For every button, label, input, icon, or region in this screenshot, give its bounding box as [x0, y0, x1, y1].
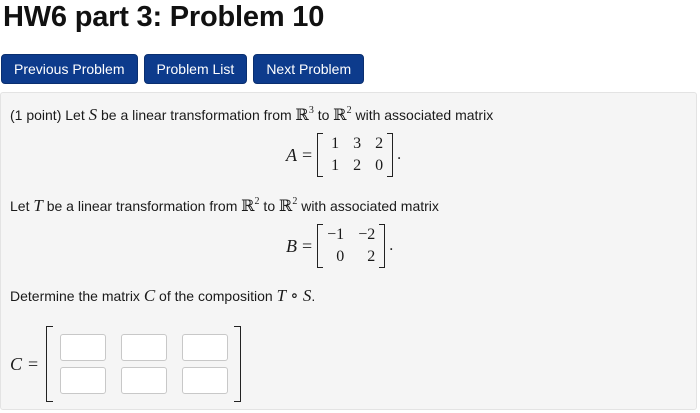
answer-matrix-c [10, 326, 241, 402]
problem-statement-line-2 [10, 196, 439, 216]
matrix-a [317, 133, 393, 177]
matrix-b-name: B [286, 235, 297, 256]
answer-input-grid [53, 334, 234, 394]
equals-sign: = [28, 353, 39, 374]
matrix-b-cell: 0 [336, 248, 345, 265]
text: with associated matrix [297, 198, 439, 214]
period: . [389, 237, 394, 254]
variable-t: T [276, 286, 287, 305]
matrix-a-cell: 1 [331, 135, 340, 152]
period: . [397, 146, 402, 163]
variable-c: C [143, 286, 156, 305]
problem-body [0, 92, 697, 410]
matrix-b-cell: 2 [367, 248, 376, 265]
next-problem-button[interactable]: Next Problem [253, 54, 364, 84]
composition-operator: ∘ [286, 286, 303, 305]
text: to [313, 107, 334, 123]
matrix-a-cell: 2 [375, 135, 384, 152]
answer-input-r2c2[interactable] [121, 367, 167, 394]
problem-nav [1, 54, 364, 84]
matrix-a-name: A [286, 144, 297, 165]
matrix-b-display [286, 224, 393, 268]
matrix-a-cell: 1 [331, 157, 340, 174]
equals-sign: = [302, 144, 313, 165]
text: be a linear transformation from [97, 107, 296, 123]
left-bracket [46, 326, 53, 402]
variable-s: S [302, 286, 312, 305]
answer-input-r1c1[interactable] [60, 334, 106, 361]
problem-statement-line-3 [10, 286, 315, 306]
variable-t: T [33, 196, 43, 215]
answer-input-r2c1[interactable] [60, 367, 106, 394]
text: of the composition [155, 288, 277, 304]
exponent: 2 [292, 196, 298, 207]
real-numbers-symbol: ℝ [333, 105, 347, 124]
problem-list-button[interactable]: Problem List [144, 54, 248, 84]
matrix-a-cell: 2 [353, 157, 362, 174]
matrix-b-cell: −2 [358, 226, 376, 243]
matrix-a-cell: 0 [375, 157, 384, 174]
real-numbers-symbol: ℝ [241, 196, 255, 215]
equals-sign: = [302, 235, 313, 256]
exponent: 2 [346, 105, 352, 116]
variable-s: S [88, 105, 98, 124]
text: Determine the matrix [10, 288, 144, 304]
right-bracket [234, 326, 241, 402]
exponent: 2 [254, 196, 260, 207]
matrix-a-display [286, 133, 401, 177]
matrix-b-cells [323, 224, 379, 268]
previous-problem-button[interactable]: Previous Problem [1, 54, 138, 84]
right-bracket [387, 133, 393, 177]
matrix-b-cell: −1 [327, 226, 345, 243]
text: to [259, 198, 280, 214]
right-bracket [379, 224, 385, 268]
text: with associated matrix [351, 107, 494, 123]
page-title: HW6 part 3: Problem 10 [3, 1, 325, 33]
text: (1 point) Let [10, 107, 89, 123]
matrix-c-name: C [10, 353, 23, 374]
problem-statement-line-1 [10, 105, 493, 125]
exponent: 3 [308, 105, 314, 116]
period: . [311, 288, 316, 304]
real-numbers-symbol: ℝ [279, 196, 293, 215]
matrix-a-cell: 3 [353, 135, 362, 152]
matrix-a-cells [323, 133, 387, 177]
real-numbers-symbol: ℝ [295, 105, 309, 124]
answer-input-r1c3[interactable] [182, 334, 228, 361]
matrix-b [317, 224, 385, 268]
text: be a linear transformation from [42, 198, 242, 214]
text: Let [10, 198, 34, 214]
answer-input-r1c2[interactable] [121, 334, 167, 361]
answer-input-r2c3[interactable] [182, 367, 228, 394]
